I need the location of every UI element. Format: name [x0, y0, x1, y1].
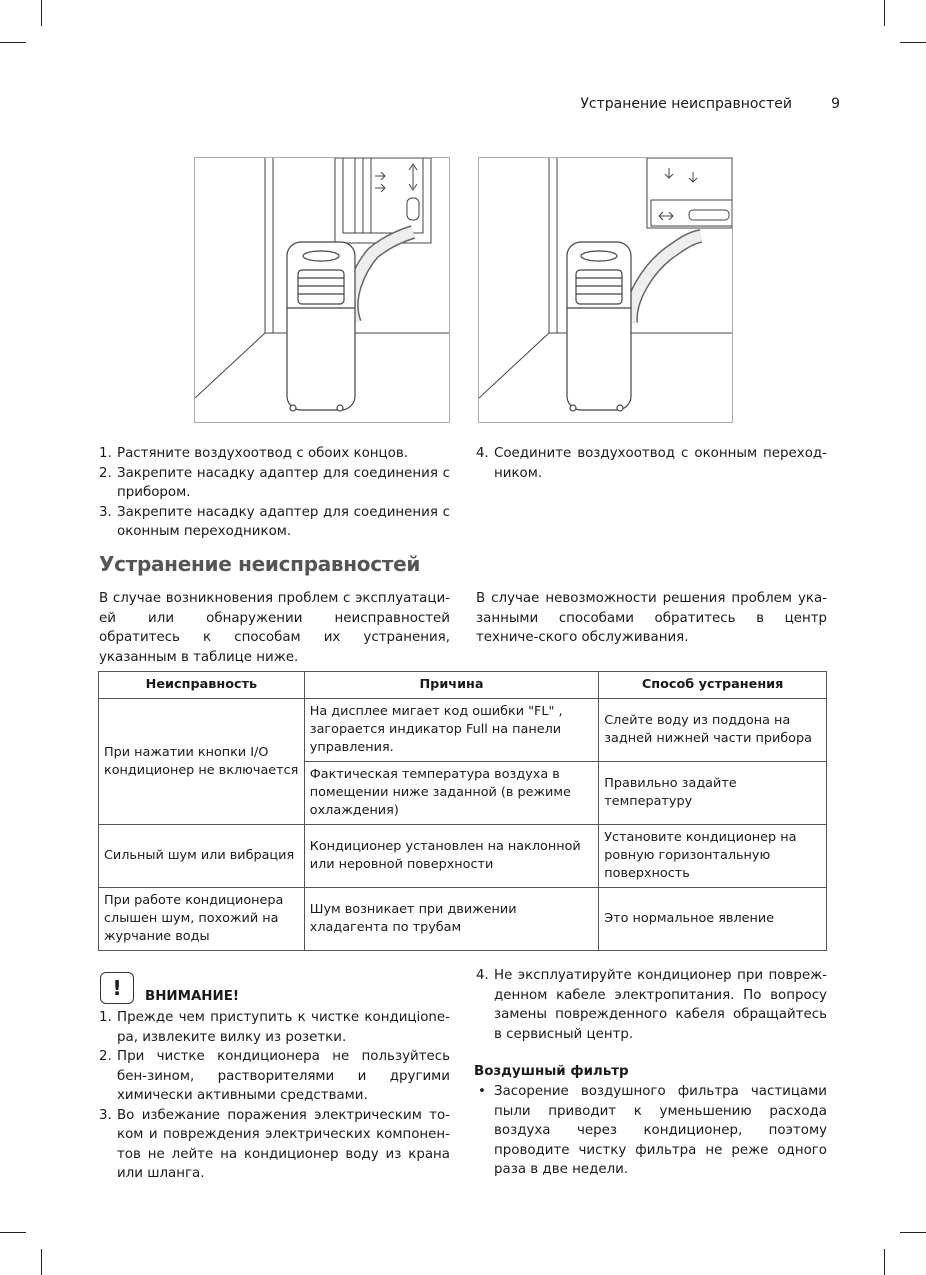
list-item: 4. Не эксплуатируйте кондиционер при повреж-денном кабеле электропитания. По вопросу замены поврежденного кабеля обращайтесь в сервисный центр. [476, 968, 827, 1042]
list-item: 2. При чистке кондиционера не пользуйтесь бен-зином, растворителями и другими химически активными средствами. [99, 1049, 450, 1103]
table-header-row [99, 672, 827, 699]
figure-window-adapter-connected [478, 157, 733, 423]
crop-mark [900, 42, 926, 43]
illustration-ac-unit [195, 158, 449, 422]
cause-cell: Кондиционер установлен на наклонной или неровной поверхности [304, 825, 598, 888]
crop-mark [0, 1232, 26, 1233]
problem-cell: При работе кондиционера слышен шум, похожий на журчание воды [99, 888, 305, 951]
table-row [99, 699, 827, 762]
list-item: 4. Соедините воздухоотвод с оконным переход-ником. [476, 446, 827, 481]
column-header: Причина [304, 672, 598, 699]
crop-mark [884, 0, 885, 26]
warning-list-continued [476, 966, 827, 1044]
list-item: 3. Во избежание поражения электрическим то-ком и повреждения электрических компонен-тов не лейте на кондиционер воду из крана или шланга. [99, 1107, 450, 1181]
section-title: Устранение неисправностей [99, 552, 421, 576]
cause-cell: Шум возникает при движении хладагента по трубам [304, 888, 598, 951]
illustration-ac-unit [479, 158, 732, 422]
solution-cell: Правильно задайте температуру [599, 762, 827, 825]
solution-cell: Слейте воду из поддона на задней нижней части прибора [599, 699, 827, 762]
crop-mark [884, 1249, 885, 1275]
warning-list [99, 1008, 450, 1184]
column-header: Способ устранения [599, 672, 827, 699]
crop-mark [41, 0, 42, 26]
air-filter-list [476, 1082, 827, 1180]
warning-title: ВНИМАНИЕ! [145, 989, 239, 1004]
running-header-title: Устранение неисправностей [580, 96, 792, 112]
solution-cell: Установите кондиционер на ровную горизонтальную поверхность [599, 825, 827, 888]
list-item: 3. Закрепите насадку адаптер для соединения с оконным переходником. [99, 504, 450, 539]
installation-steps-right [476, 444, 827, 483]
cause-cell: На дисплее мигает код ошибки "FL" , загорается индикатор Full на панели управления. [304, 699, 598, 762]
list-item: • Засорение воздушного фильтра частицами пыли приводит к уменьшению расхода воздуха через кондиционер, поэтому проводите чистку фильтра не реже одного раза в две недели. [478, 1084, 827, 1177]
page-number: 9 [831, 96, 840, 112]
list-item: 1. Растяните воздухоотвод с обоих концов. [99, 446, 408, 461]
troubleshooting-table [98, 671, 827, 951]
table-row [99, 888, 827, 951]
list-item: 2. Закрепите насадку адаптер для соединения с прибором. [99, 465, 450, 500]
list-item: 1. Прежде чем приступить к чистке кондицione-ра, извлеките вилку из розетки. [99, 1010, 450, 1045]
intro-paragraph-right: В случае невозможности решения проблем ука-занными способами обратитесь в центр техниче-ского обслуживания. [476, 591, 827, 645]
air-filter-title: Воздушный фильтр [474, 1064, 629, 1079]
crop-mark [41, 1249, 42, 1275]
table-row [99, 825, 827, 888]
solution-cell: Это нормальное явление [599, 888, 827, 951]
warning-icon: ! [100, 972, 134, 1004]
intro-paragraph-left: В случае возникновения проблем с эксплуатаци-ей или обнаружении неисправностей обратитесь к способам их устранения, указанным в таблице ниже. [99, 591, 450, 665]
crop-mark [0, 42, 26, 43]
cause-cell: Фактическая температура воздуха в помещении ниже заданной (в режиме охлаждения) [304, 762, 598, 825]
installation-steps-left [99, 444, 450, 542]
column-header: Неисправность [99, 672, 305, 699]
crop-mark [900, 1232, 926, 1233]
problem-cell: При нажатии кнопки I/O кондиционер не включается [99, 699, 305, 825]
figure-wall-window-adapter [194, 157, 450, 423]
problem-cell: Сильный шум или вибрация [99, 825, 305, 888]
